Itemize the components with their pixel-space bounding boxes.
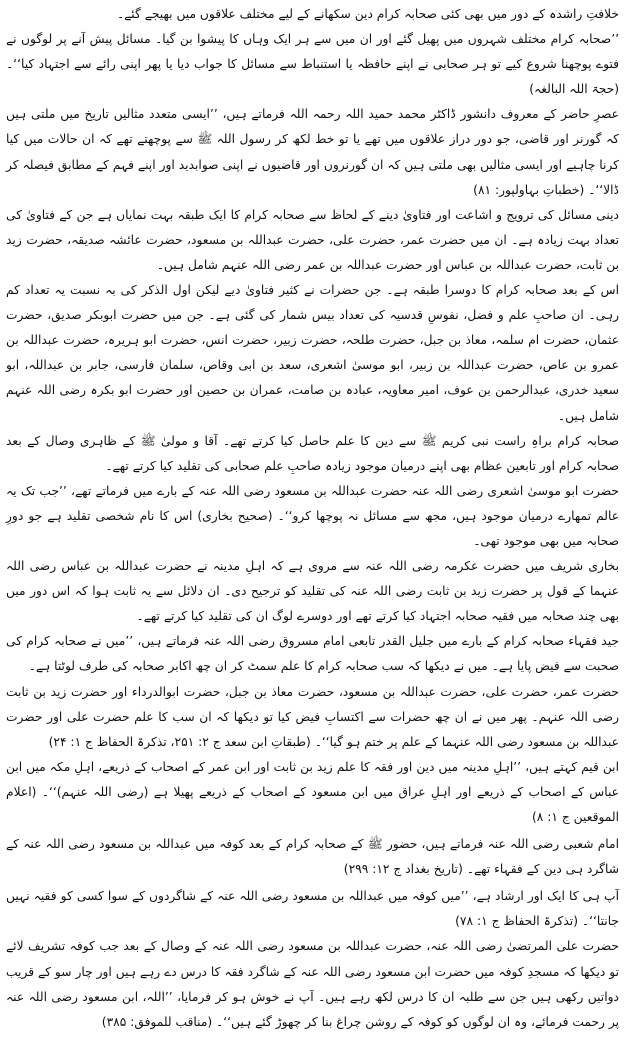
paragraph-first-tier-companions: دینی مسائل کی ترویج و اشاعت اور فتاویٰ دینے کے لحاظ سے صحابہ کرام کا ایک طبقہ بہت نمایاں ہے جن کے فتاویٰ کی تعداد بہت زیادہ ہے۔ ان میں حضرت عمر، حضرت علی، حضرت عبداللہ بن مسعود، حضرت عائشہ صدیقہ، حضرت زید بن ثابت، حضرت عبداللہ بن عباس اور حضرت عبداللہ بن عمر رضی اللہ عنہم شامل ہیں۔ [6, 207, 619, 272]
paragraph-ibn-qayyim: ابن قیم کہتے ہیں، ’’اہلِ مدینہ میں دین اور فقہ کا علم زید بن ثابت اور ابن عمر کے اصحاب کے ذریعے، اہلِ مکہ میں ابن عباس کے اصحاب کے ذریعے اور اہلِ عراق میں ابن مسعود کے اصحاب کے ذریعے پھیلا ہے (رضی اللہ عنہم)‘‘۔ (اعلام الموقعین ج ۱: ۸) [6, 759, 619, 824]
paragraph-second-tier-companions: اس کے بعد صحابہ کرام کا دوسرا طبقہ ہے۔ جن حضرات نے کثیر فتاویٰ دیے لیکن اول الذکر کی بہ نسبت یہ تعداد کم رہی۔ ان صاحبِ علم و فضل، نفوسِ قدسیہ کی تعداد بیس شمار کی گئی ہے۔ جن میں حضرت ابوبکر صدیق، حضرت عثمان، حضرت ام سلمہ، معاذ بن جبل، حضرت طلحہ، حضرت زبیر، حضرت انس، حضرت ابو ہریرہ، حضرت عبداللہ بن عمرو بن عاص، حضرت عبداللہ بن زبیر، ابو موسیٰ اشعری، سعد بن ابی وقاص، سلمان فارسی، جابر بن عبداللہ، ابو سعید خدری، عبدالرحمن بن عوف، امیر معاویہ، عبادہ بن صامت، عمران بن حصین اور حضرت ابو بکرہ رضی اللہ عنہم شامل ہیں۔ [6, 283, 619, 423]
paragraph-abu-musa-quote: حضرت ابو موسیٰ اشعری رضی اللہ عنہ حضرت عبداللہ بن مسعود رضی اللہ عنہ کے بارے میں فرماتے تھے، ’’جب تک یہ عالم تمھارے درمیان موجود ہیں، مجھ سے مسائل نہ پوچھا کرو‘‘۔ (صحیح بخاری) اس کا نام شخصی تقلید ہے جو دورِ صحابہ میں بھی موجود تھی۔ [6, 483, 619, 548]
paragraph-khilafat-intro: خلافتِ راشدہ کے دور میں بھی کئی صحابہ کرام دین سکھانے کے لیے مختلف علاقوں میں بھیجے گئے۔ [116, 7, 619, 21]
paragraph-shabi-second-saying: آپ ہی کا ایک اور ارشاد ہے، ’’میں کوفہ میں عبداللہ بن مسعود رضی اللہ عنہ کے شاگردوں کے سوا کسی کو فقیہ نہیں جانتا‘‘۔ (تذکرۃ الحفاظ ج ۱: ۷۸) [6, 889, 619, 929]
paragraph-hamidullah-quote: عصرِ حاضر کے معروف دانشور ڈاکٹر محمد حمید اللہ رحمہ اللہ فرماتے ہیں، ’’ایسی متعدد مثالیں تاریخ میں ملتی ہیں کہ گورنر اور قاضی، جو دور دراز علاقوں میں تھے یا تو خط لکھ کر رسول اللہ ﷺ سے پوچھتے تھے کہ ان حالات میں کیا کرنا چاہیے اور ایسی مثالیں بھی ملتی ہیں کہ ان گورنروں اور قاضیوں نے اپنی صوابدید اور اپنے فہم کے مطابق فیصلہ کر ڈالا‘‘۔ (خطباتِ بہاولپور: ۸۱) [6, 107, 619, 197]
paragraph-hujjatullah-quote: ’’صحابہ کرام مختلف شہروں میں پھیل گئے اور ان میں سے ہر ایک وہاں کا پیشوا بن گیا۔ مسائل پیش آنے پر لوگوں نے فتوے پوچھنا شروع کیے تو ہر صحابی نے اپنے حافظہ یا استنباط سے مسائل کا جواب دیا یا پھر اپنی رائے سے اجتہاد کیا‘‘۔ (حجۃ اللہ البالغہ) [6, 32, 619, 97]
paragraph-taqleed-practice: صحابہ کرام براہِ راست نبی کریم ﷺ سے دین کا علم حاصل کیا کرتے تھے۔ آقا و مولیٰ ﷺ کے ظاہری وصال کے بعد صحابہ کرام اور تابعین عظام بھی اپنے درمیان موجود زیادہ صاحبِ علم صحابی کی تقلید کیا کرتے تھے۔ [6, 433, 619, 473]
paragraph-bukhari-ikrimah: بخاری شریف میں حضرت عکرمہ رضی اللہ عنہ سے مروی ہے کہ اہلِ مدینہ نے حضرت عبداللہ بن عباس رضی اللہ عنہما کے قول پر حضرت زید بن ثابت رضی اللہ عنہ کی تقلید کو ترجیح دی۔ ان دلائل سے یہ ثابت ہوا کہ اس دور میں بھی چند صحابہ میں فقیہ صحابہ اجتہاد کیا کرتے تھے اور دوسرے لوگ ان کی تقلید کیا کرتے تھے۔ [6, 559, 619, 624]
paragraph-imam-shabi: امام شعبی رضی اللہ عنہ فرماتے ہیں، حضور ﷺ کے صحابہ کرام کے بعد کوفہ میں عبداللہ بن مسعود رضی اللہ عنہ کے شاگرد ہی دین کے فقہاء تھے۔ (تاریخ بغداد ج ۱۲: ۲۹۹) [6, 837, 619, 877]
paragraph-ali-kufa: حضرت علی المرتضیٰ رضی اللہ عنہ، حضرت عبداللہ بن مسعود رضی اللہ عنہ کے وصال کے بعد جب کوفہ تشریف لائے تو دیکھا کہ مسجدِ کوفہ میں حضرت ابن مسعود رضی اللہ عنہ کے شاگرد فقہ کا درس دے رہے ہیں اور چار سو کے قریب دواتیں رکھی ہیں جن سے طلبہ ان کا درس لکھ رہے ہیں۔ آپ نے خوش ہو کر فرمایا، ’’اللہ، ابن مسعود رضی اللہ عنہ پر رحمت فرمائے، وہ ان لوگوں کو کوفہ کے روشن چراغ بنا کر چھوڑ گئے ہیں‘‘۔ (مناقب للموفق: ۳۸۵) [6, 939, 619, 1029]
paragraph-six-companions: حضرت عمر، حضرت علی، حضرت عبداللہ بن مسعود، حضرت معاذ بن جبل، حضرت ابوالدرداء اور حضرت زید بن ثابت رضی اللہ عنہم۔ پھر میں نے ان چھ حضرات سے اکتسابِ فیض کیا تو دیکھا کہ ان سب کا علم حضرت علی اور حضرت عبداللہ بن مسعود رضی اللہ عنہما کے علم پر ختم ہو گیا‘‘۔ (طبقاتِ ابن سعد ج ۲: ۲۵۱، تذکرۃ الحفاظ ج ۱: ۲۴) [6, 684, 619, 749]
paragraph-masruq-quote: جید فقہاء صحابہ کرام کے بارے میں جلیل القدر تابعی امام مسروق رضی اللہ عنہ فرماتے ہیں، ’’میں نے صحابہ کرام کی صحبت سے فیض پایا ہے۔ میں نے دیکھا کہ سب صحابہ کرام کا علم سمٹ کر ان چھ اکابر صحابہ کی طرف لوٹتا ہے۔ [6, 634, 619, 674]
